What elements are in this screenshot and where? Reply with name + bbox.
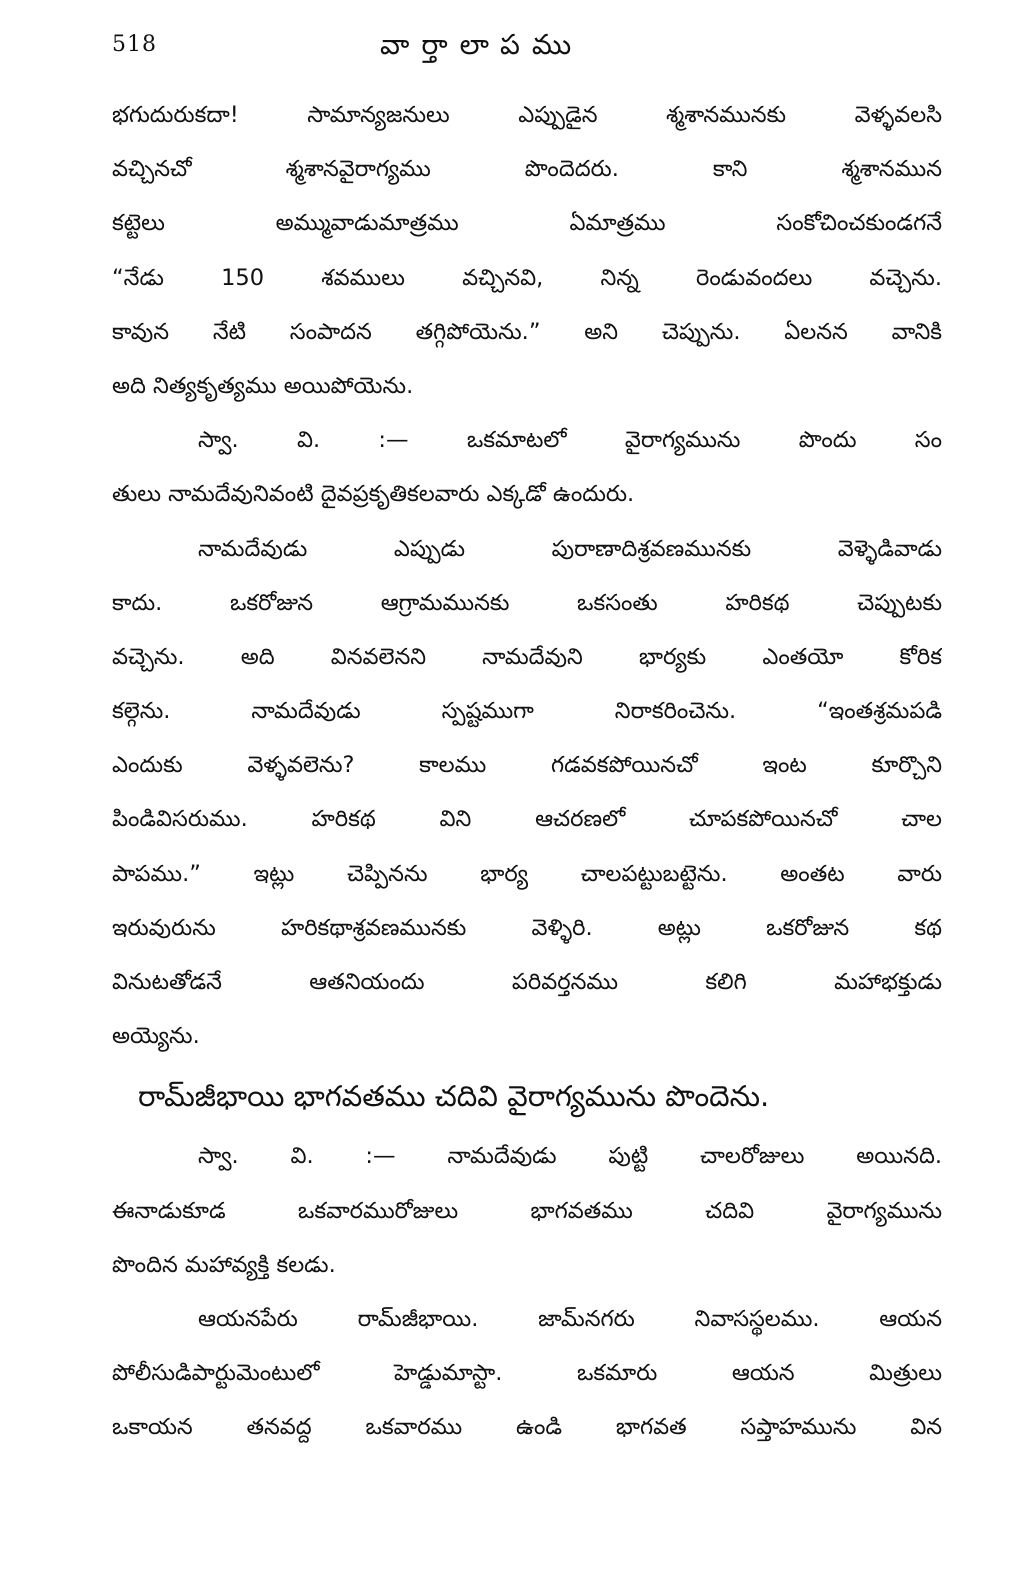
text-line: ఇరువురును హరికథాశ్రవణమునకు వెళ్ళిరి. అట్లు ఒకరోజున కథ — [112, 914, 942, 941]
running-title: వార్తాలాపము — [380, 28, 584, 61]
page-number: 518 — [112, 32, 157, 57]
text-line: స్వా. వి. :— నామదేవుడు పుట్టి చాలరోజులు అయినది. — [198, 1143, 942, 1170]
text-line: భగుదురుకదా! సామాన్యజనులు ఎప్పుడైన శ్మశానమునకు వెళ్ళవలసి — [112, 102, 942, 128]
paragraph — [112, 1292, 942, 1455]
text-line: వచ్చెను. అది వినవలెనని నామదేవుని భార్యకు ఎంతయో కోరిక — [112, 643, 942, 670]
text-line: కట్టెలు అమ్మువాడుమాత్రము ఏమాత్రము సంకోచించకుండగనే — [112, 210, 942, 237]
text-line: కావున నేటి సంపాదన తగ్గిపోయెను.” అని చెప్పును. ఏలనన వానికి — [112, 318, 942, 345]
text-line: పోలీసుడిపార్టుమెంటులో హెడ్డుమాస్టా. ఒకమారు ఆయన మిత్రులు — [112, 1360, 942, 1387]
text-line: “నేడు 150 శవములు వచ్చినవి, నిన్న రెండువందలు వచ్చెను. — [112, 264, 942, 291]
text-line: ఈనాడుకూడ ఒకవారమురోజులు భాగవతము చదివి వైరాగ్యమును — [112, 1197, 942, 1224]
text-line: వచ్చినచో శ్మశానవైరాగ్యము పొందెదరు. కాని శ్మశానమున — [112, 156, 942, 183]
text-line: ఒకాయన తనవద్ద ఒకవారము ఉండి భాగవత సప్తాహమును విన — [112, 1414, 942, 1441]
paragraph — [112, 413, 942, 521]
text-line: అయ్యెను. — [112, 1023, 200, 1050]
text-line: స్వా. వి. :— ఒకమాటలో వైరాగ్యమును పొందు సం — [198, 427, 942, 454]
text-line: అది నిత్యకృత్యము అయిపోయెను. — [112, 372, 414, 399]
section-heading: రామ్‌జీభాయి భాగవతము చదివి వైరాగ్యమును పొందెను. — [138, 1079, 770, 1114]
paragraph — [112, 522, 942, 1064]
text-line: పాపము.” ఇట్లు చెప్పినను భార్య చాలపట్టుబట్టెను. అంతట వారు — [112, 860, 942, 887]
page-header — [0, 28, 1016, 68]
paragraph — [112, 88, 942, 413]
text-line: కాదు. ఒకరోజున ఆగ్రామమునకు ఒకసంతు హరికథ చెప్పుటకు — [112, 589, 942, 616]
body-text — [112, 88, 942, 1455]
text-line: తులు నామదేవునివంటి దైవప్రకృతికలవారు ఎక్కడో ఉందురు. — [112, 481, 635, 508]
text-line: పిండివిసరుము. హరికథ విని ఆచరణలో చూపకపోయినచో చాల — [112, 806, 942, 833]
text-line: ఎందుకు వెళ్ళవలెను? కాలము గడవకపోయినచో ఇంట కూర్చొని — [112, 752, 942, 779]
text-line: వినుటతోడనే ఆతనియందు పరివర్తనము కలిగి మహాభక్తుడు — [112, 969, 942, 995]
text-line: పొందిన మహావ్యక్తి కలడు. — [112, 1251, 336, 1278]
paragraph — [112, 1129, 942, 1292]
text-line: నామదేవుడు ఎప్పుడు పురాణాదిశ్రవణమునకు వెళ్ళెడివాడు — [198, 535, 942, 562]
text-line: ఆయనపేరు రామ్‌జీభాయి. జామ్‌నగరు నివాసస్థలము. ఆయన — [198, 1305, 942, 1332]
text-line: కల్గెను. నామదేవుడు స్పష్టముగా నిరాకరించెను. “ఇంతశ్రమపడి — [112, 698, 942, 725]
